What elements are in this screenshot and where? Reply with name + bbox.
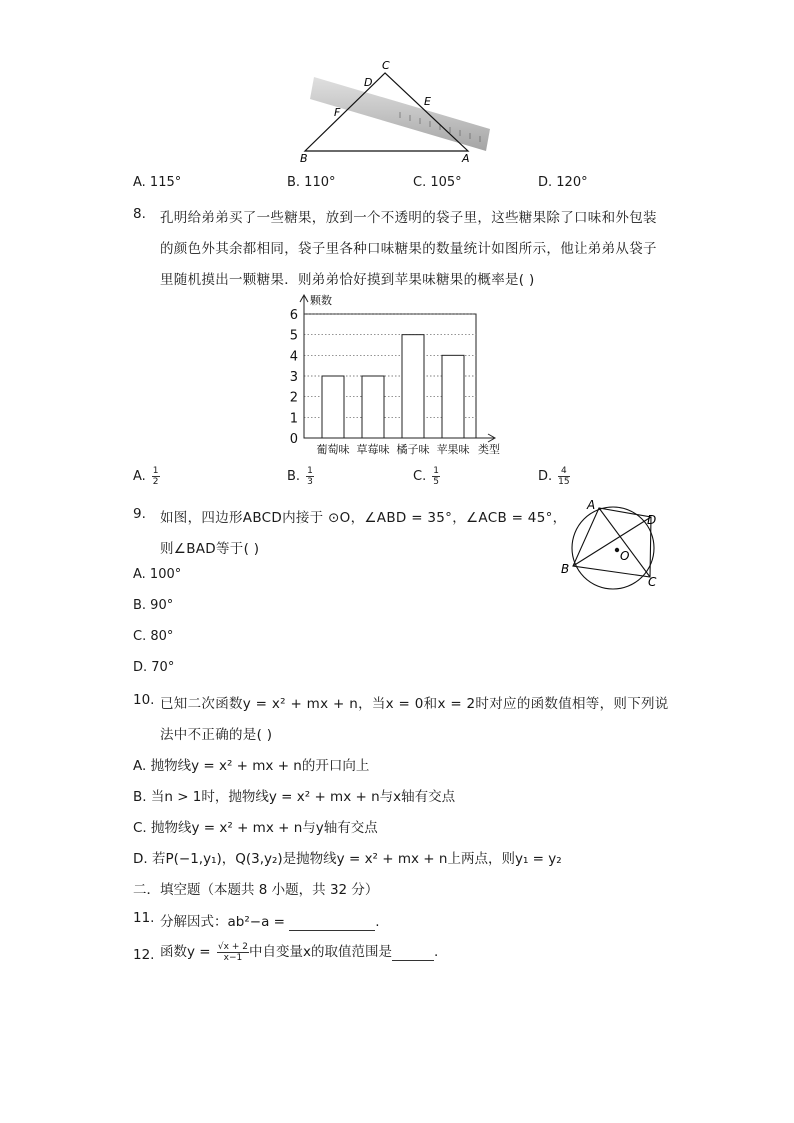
q7-option-b[interactable]: B. 110°	[287, 175, 336, 190]
category-label: 草莓味	[356, 443, 390, 456]
label-o: O	[620, 549, 630, 563]
y-axis-label: 颗数	[310, 294, 332, 307]
category-label: 橘子味	[396, 443, 430, 456]
circle-o	[572, 507, 657, 589]
q7-option-d[interactable]: D. 120°	[538, 175, 588, 190]
label-a: A	[462, 152, 470, 165]
q8-line-3: 里随机摸出一颗糖果．则弟弟恰好摸到苹果味糖果的概率是( )	[160, 272, 535, 288]
bar	[442, 355, 464, 438]
y-tick-label: 1	[289, 411, 298, 427]
q12-question	[160, 940, 438, 963]
category-label: 葡萄味	[316, 443, 350, 456]
q10-option-d[interactable]: D. 若P(−1,y₁)，Q(3,y₂)是抛物线y = x² + mx + n上两点，则y₁ = y₂	[133, 851, 562, 867]
q11-answer-blank[interactable]	[289, 914, 375, 931]
y-tick-label: 3	[289, 370, 298, 385]
section-heading-fill-blank: 二．填空题（本题共 8 小题，共 32 分）	[133, 882, 379, 898]
q11-text: 分解因式：ab²−a =	[160, 914, 290, 930]
label-d: D	[647, 513, 657, 527]
y-tick-label: 5	[289, 328, 298, 344]
q8-number: 8.	[133, 206, 146, 222]
triangle-ruler-figure	[290, 55, 510, 170]
q7-option-c[interactable]: C. 105°	[413, 175, 462, 190]
center-point	[615, 548, 619, 552]
category-label: 苹果味	[436, 443, 470, 456]
q11-number: 11.	[133, 910, 155, 926]
q7-options	[0, 175, 794, 195]
q8-line-1: 孔明给弟弟买了一些糖果，放到一个不透明的袋子里，这些糖果除了口味和外包装	[160, 210, 657, 226]
fraction: $\frac{1}{2}$	[152, 466, 159, 487]
q11-question	[160, 910, 380, 931]
q9-option-c[interactable]: C. 80°	[133, 629, 174, 644]
q10-line-2: 法中不正确的是( )	[160, 727, 273, 743]
option-letter: C.	[413, 469, 427, 484]
q8-option-c[interactable]	[413, 466, 440, 487]
label-b: B	[300, 152, 308, 165]
q12-prefix: 函数y =	[160, 944, 215, 960]
fraction: $\frac{1}{3}$	[307, 466, 313, 487]
q10-option-b[interactable]: B. 当n > 1时，抛物线y = x² + mx + n与x轴有交点	[133, 789, 456, 805]
candy-bar-chart	[280, 290, 510, 460]
label-d: D	[364, 76, 373, 89]
q10-number: 10.	[133, 692, 155, 708]
label-f: F	[334, 106, 341, 119]
label-b: B	[561, 562, 570, 576]
q11-end: .	[375, 914, 380, 930]
q8-option-a[interactable]	[133, 466, 160, 487]
q10-option-a[interactable]: A. 抛物线y = x² + mx + n的开口向上	[133, 758, 370, 774]
q9-line-1: 如图，四边形ABCD内接于 ⊙O，∠ABD = 35°，∠ACB = 45°，	[160, 510, 567, 526]
inscribed-quadrilateral-figure	[558, 498, 666, 594]
fraction: $\frac{1}{5}$	[433, 466, 439, 487]
q12-suffix: 中自变量x的取值范围是	[248, 944, 392, 960]
label-e: E	[424, 95, 431, 108]
q12-answer-blank[interactable]	[392, 944, 434, 961]
y-tick-label: 0	[289, 432, 298, 447]
label-c: C	[648, 575, 657, 589]
q8-option-d[interactable]	[538, 466, 570, 487]
y-tick-label: 6	[289, 308, 298, 323]
q7-option-a[interactable]: A. 115°	[133, 175, 182, 190]
bar	[322, 376, 344, 438]
q9-option-b[interactable]: B. 90°	[133, 598, 174, 613]
label-c: C	[382, 59, 390, 72]
q12-fraction: $\frac{√x + 2}{x-1}$	[217, 941, 248, 963]
q9-option-a[interactable]: A. 100°	[133, 567, 182, 582]
bar	[362, 376, 384, 438]
option-letter: B.	[287, 469, 301, 484]
q8-line-2: 的颜色外其余都相同，袋子里各种口味糖果的数量统计如图所示，他让弟弟从袋子	[160, 241, 657, 257]
option-letter: D.	[538, 469, 553, 484]
fraction: $\frac{4}{15}$	[558, 466, 570, 487]
option-letter: A.	[133, 469, 146, 484]
q9-number: 9.	[133, 506, 146, 522]
q10-option-c[interactable]: C. 抛物线y = x² + mx + n与y轴有交点	[133, 820, 378, 836]
q12-number: 12.	[133, 947, 155, 963]
q9-line-2: 则∠BAD等于( )	[160, 541, 260, 557]
x-axis-label: 类型	[478, 443, 500, 456]
y-tick-label: 4	[289, 349, 298, 365]
q8-options	[0, 466, 794, 490]
q8-option-b[interactable]	[287, 466, 314, 487]
label-a: A	[587, 498, 596, 512]
q12-end: .	[433, 944, 439, 960]
diagonal-bd	[573, 517, 651, 566]
bar	[402, 335, 424, 438]
diagonal-ac	[599, 508, 650, 577]
y-tick-label: 2	[289, 390, 298, 406]
q10-line-1: 已知二次函数y = x² + mx + n，当x = 0和x = 2时对应的函数值相等，则下列说	[160, 696, 669, 712]
q9-option-d[interactable]: D. 70°	[133, 660, 175, 675]
